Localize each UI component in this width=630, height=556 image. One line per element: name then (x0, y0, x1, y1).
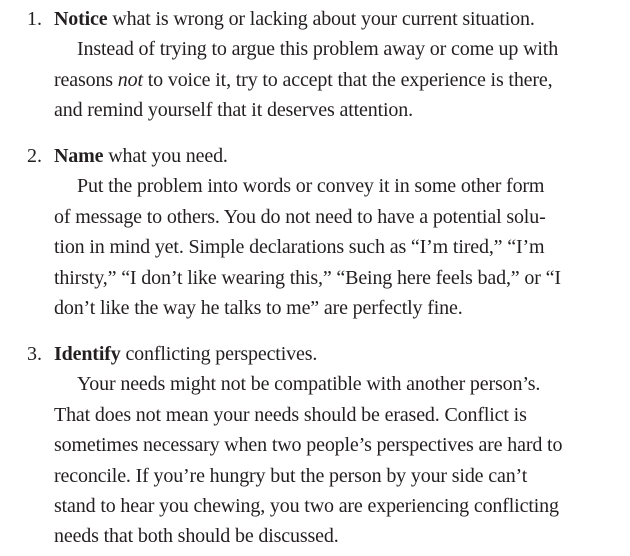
paragraph-line: tion in mind yet. Simple declarations such as “I’m tired,” “I’m (54, 236, 545, 259)
paragraph-line: sometimes necessary when two people’s perspectives are hard to (54, 434, 563, 457)
item-heading (54, 141, 228, 171)
item-term: Notice (54, 8, 108, 30)
item-heading-text: conflicting perspectives. (120, 343, 318, 365)
item-term: Name (54, 145, 104, 167)
item-term: Identify (54, 343, 121, 365)
paragraph-line: Your needs might not be compatible with another person’s. (77, 373, 541, 396)
item-heading (54, 339, 317, 369)
item-heading-text: what you need. (103, 145, 228, 167)
item-heading (54, 4, 535, 34)
paragraph-line: of message to others. You do not need to have a potential solu- (54, 205, 546, 228)
paragraph-line: thirsty,” “I don’t like wearing this,” “Being here feels bad,” or “I (54, 266, 561, 289)
paragraph-line: reconcile. If you’re hungry but the person by your side can’t (54, 464, 528, 487)
item-heading-text: what is wrong or lacking about your current situation. (107, 8, 535, 30)
emphasis-text: not (117, 68, 143, 91)
paragraph-line: That does not mean your needs should be erased. Conflict is (54, 403, 527, 426)
paragraph-line: needs that both should be discussed. (54, 525, 339, 548)
paragraph-line: reasons not to voice it, try to accept that the experience is there, (54, 68, 553, 91)
paragraph-line: stand to hear you chewing, you two are experiencing conflicting (54, 495, 559, 517)
paragraph-line: Instead of trying to argue this problem away or come up with (77, 38, 559, 61)
paragraph-line: don’t like the way he talks to me” are perfectly fine. (54, 297, 463, 319)
item-number: 3. (27, 343, 42, 365)
paragraph-line: Put the problem into words or convey it in some other form (77, 175, 545, 198)
item-number: 1. (27, 8, 42, 30)
item-number: 2. (27, 145, 42, 167)
paragraph-line: and remind yourself that it deserves attention. (54, 99, 413, 122)
